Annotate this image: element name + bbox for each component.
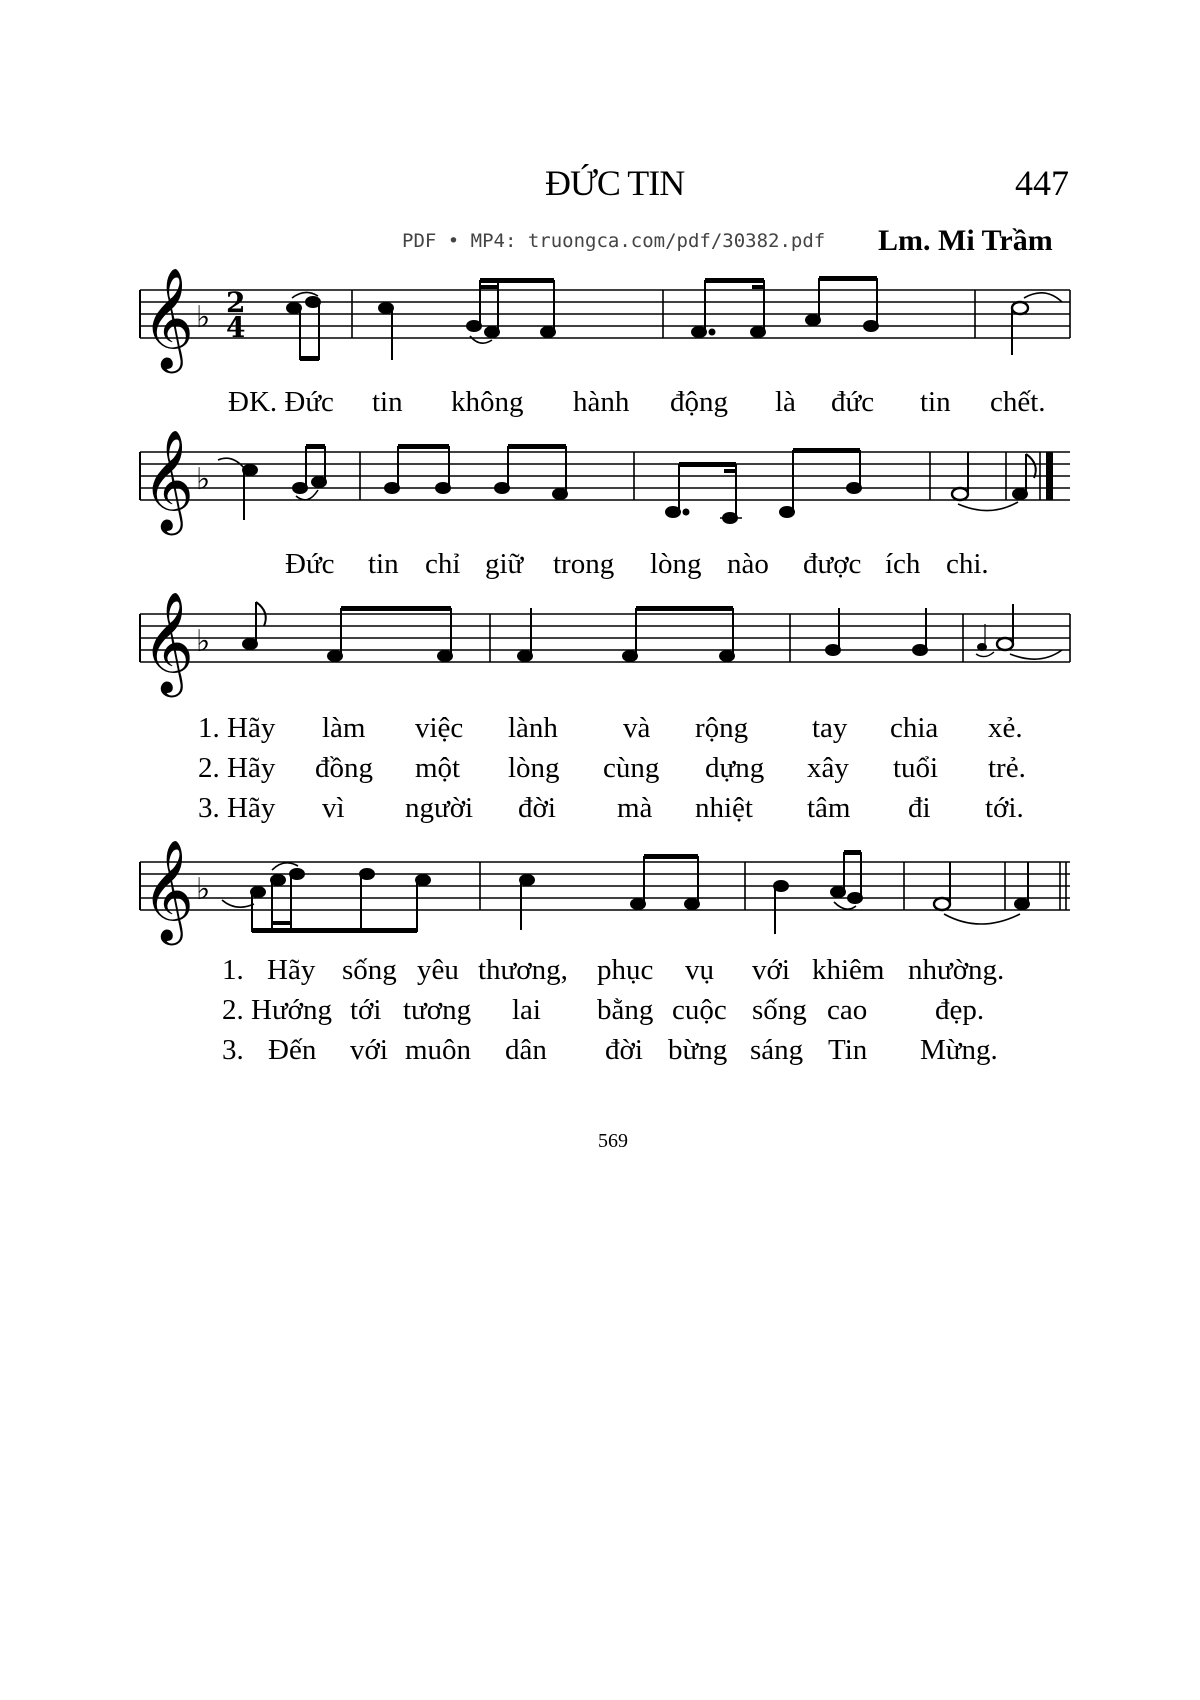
lyric-syllable: sống xyxy=(342,954,397,986)
lyrics-verse-a1 xyxy=(0,712,1200,752)
flat-icon: ♭ xyxy=(196,300,211,335)
lyric-syllable: được xyxy=(803,548,862,580)
lyric-syllable: mà xyxy=(617,792,653,824)
lyric-syllable: nhường. xyxy=(908,954,1005,986)
treble-clef-icon: 𝄞 xyxy=(142,590,195,693)
lyric-syllable: rộng xyxy=(695,712,749,744)
flat-icon: ♭ xyxy=(196,462,211,497)
treble-clef-icon: 𝄞 xyxy=(142,428,195,531)
lyric-syllable: phục xyxy=(597,954,654,986)
lyrics-verse-a2 xyxy=(0,752,1200,792)
lyric-syllable: vụ xyxy=(685,954,714,986)
lyric-syllable: với xyxy=(350,1034,388,1066)
lyrics-verse-a3 xyxy=(0,792,1200,832)
lyric-syllable: nhiệt xyxy=(695,792,753,824)
song-title: ĐỨC TIN xyxy=(545,163,685,203)
lyrics-line-2 xyxy=(0,548,1200,588)
lyric-syllable: thương, xyxy=(478,954,568,986)
lyric-syllable: đời xyxy=(518,792,556,824)
treble-clef-icon: 𝄞 xyxy=(142,838,195,941)
lyric-syllable: lòng xyxy=(508,752,560,784)
lyrics-line-1 xyxy=(0,386,1200,426)
lyric-syllable: hành xyxy=(573,386,630,418)
lyric-syllable: 3. Hãy xyxy=(198,792,276,824)
lyric-syllable: Đức xyxy=(285,548,335,580)
lyric-syllable: giữ xyxy=(485,548,524,580)
lyric-syllable: người xyxy=(405,792,474,824)
flat-icon: ♭ xyxy=(196,624,211,659)
lyric-syllable: cùng xyxy=(603,752,660,784)
lyric-syllable: trẻ. xyxy=(988,752,1026,784)
lyric-syllable: chỉ xyxy=(425,548,461,580)
lyric-syllable: động xyxy=(670,386,728,418)
lyric-syllable: dựng xyxy=(705,752,765,784)
lyric-syllable: chi. xyxy=(946,548,989,580)
treble-clef-icon: 𝄞 xyxy=(142,266,195,369)
lyric-syllable: đi xyxy=(908,792,931,824)
lyric-syllable: vì xyxy=(322,792,345,824)
lyric-syllable: lòng xyxy=(650,548,702,580)
lyric-syllable: tuổi xyxy=(893,752,939,784)
lyric-syllable: đức xyxy=(831,386,875,418)
staff-system-1 xyxy=(0,266,1200,390)
lyric-syllable: bừng xyxy=(668,1034,728,1066)
lyric-syllable: Tin xyxy=(828,1034,868,1066)
staff-system-4 xyxy=(0,838,1200,962)
lyric-syllable: cao xyxy=(827,994,868,1026)
lyric-syllable: cuộc xyxy=(672,994,727,1026)
lyric-syllable: Hãy xyxy=(267,954,316,986)
lyric-syllable: đồng xyxy=(315,752,373,784)
page-number: 569 xyxy=(598,1130,628,1152)
lyric-syllable: bằng xyxy=(597,994,654,1026)
lyric-syllable: xẻ. xyxy=(988,712,1023,744)
lyric-syllable: Mừng. xyxy=(920,1034,998,1066)
lyric-syllable: việc xyxy=(415,712,464,744)
flat-icon: ♭ xyxy=(196,872,211,907)
lyric-syllable: chia xyxy=(890,712,939,744)
lyric-syllable: 1. Hãy xyxy=(198,712,276,744)
lyric-syllable: 1. xyxy=(222,954,244,986)
lyric-syllable: xây xyxy=(807,752,849,784)
time-sig-top: 2 xyxy=(226,286,246,319)
song-number: 447 xyxy=(1015,163,1069,203)
lyric-syllable: muôn xyxy=(405,1034,472,1066)
staff-system-3 xyxy=(0,590,1200,714)
lyrics-verse-b1 xyxy=(0,954,1200,994)
lyric-syllable: làm xyxy=(322,712,366,744)
lyric-syllable: và xyxy=(623,712,651,744)
lyric-syllable: tin xyxy=(920,386,951,418)
lyric-syllable: sống xyxy=(752,994,807,1026)
lyric-syllable: lành xyxy=(508,712,558,744)
lyric-syllable: một xyxy=(415,752,461,784)
lyric-syllable: khiêm xyxy=(812,954,885,986)
lyric-syllable: tới. xyxy=(985,792,1024,824)
lyrics-verse-b3 xyxy=(0,1034,1200,1074)
lyric-syllable: tin xyxy=(368,548,399,580)
lyric-syllable: tâm xyxy=(807,792,851,824)
lyric-syllable: tới xyxy=(350,994,382,1026)
source-link[interactable]: PDF • MP4: truongca.com/pdf/30382.pdf xyxy=(402,230,826,252)
lyric-syllable: với xyxy=(752,954,790,986)
lyric-syllable: không xyxy=(451,386,524,418)
lyric-syllable: Đến xyxy=(268,1034,317,1066)
author-name: Lm. Mi Trầm xyxy=(878,224,1053,257)
lyric-syllable: ích xyxy=(885,548,921,580)
lyric-syllable: đời xyxy=(605,1034,643,1066)
lyric-syllable: 3. xyxy=(222,1034,244,1066)
lyric-syllable: trong xyxy=(553,548,615,580)
lyric-syllable: tương xyxy=(403,994,472,1026)
lyric-syllable: yêu xyxy=(417,954,459,986)
lyric-syllable: tin xyxy=(372,386,403,418)
lyric-syllable: 2. Hướng xyxy=(222,994,332,1026)
lyric-syllable: đẹp. xyxy=(935,994,985,1026)
lyric-syllable: sáng xyxy=(750,1034,804,1066)
lyric-syllable: dân xyxy=(505,1034,547,1066)
lyric-syllable: ĐK. Đức xyxy=(228,386,334,418)
lyric-syllable: nào xyxy=(727,548,769,580)
lyric-syllable: chết. xyxy=(990,386,1046,418)
time-sig-bottom: 4 xyxy=(226,311,246,344)
lyric-syllable: tay xyxy=(812,712,848,744)
staff-system-2 xyxy=(0,428,1200,552)
lyric-syllable: lai xyxy=(512,994,541,1026)
lyric-syllable: 2. Hãy xyxy=(198,752,276,784)
lyrics-verse-b2 xyxy=(0,994,1200,1034)
lyric-syllable: là xyxy=(775,386,796,418)
